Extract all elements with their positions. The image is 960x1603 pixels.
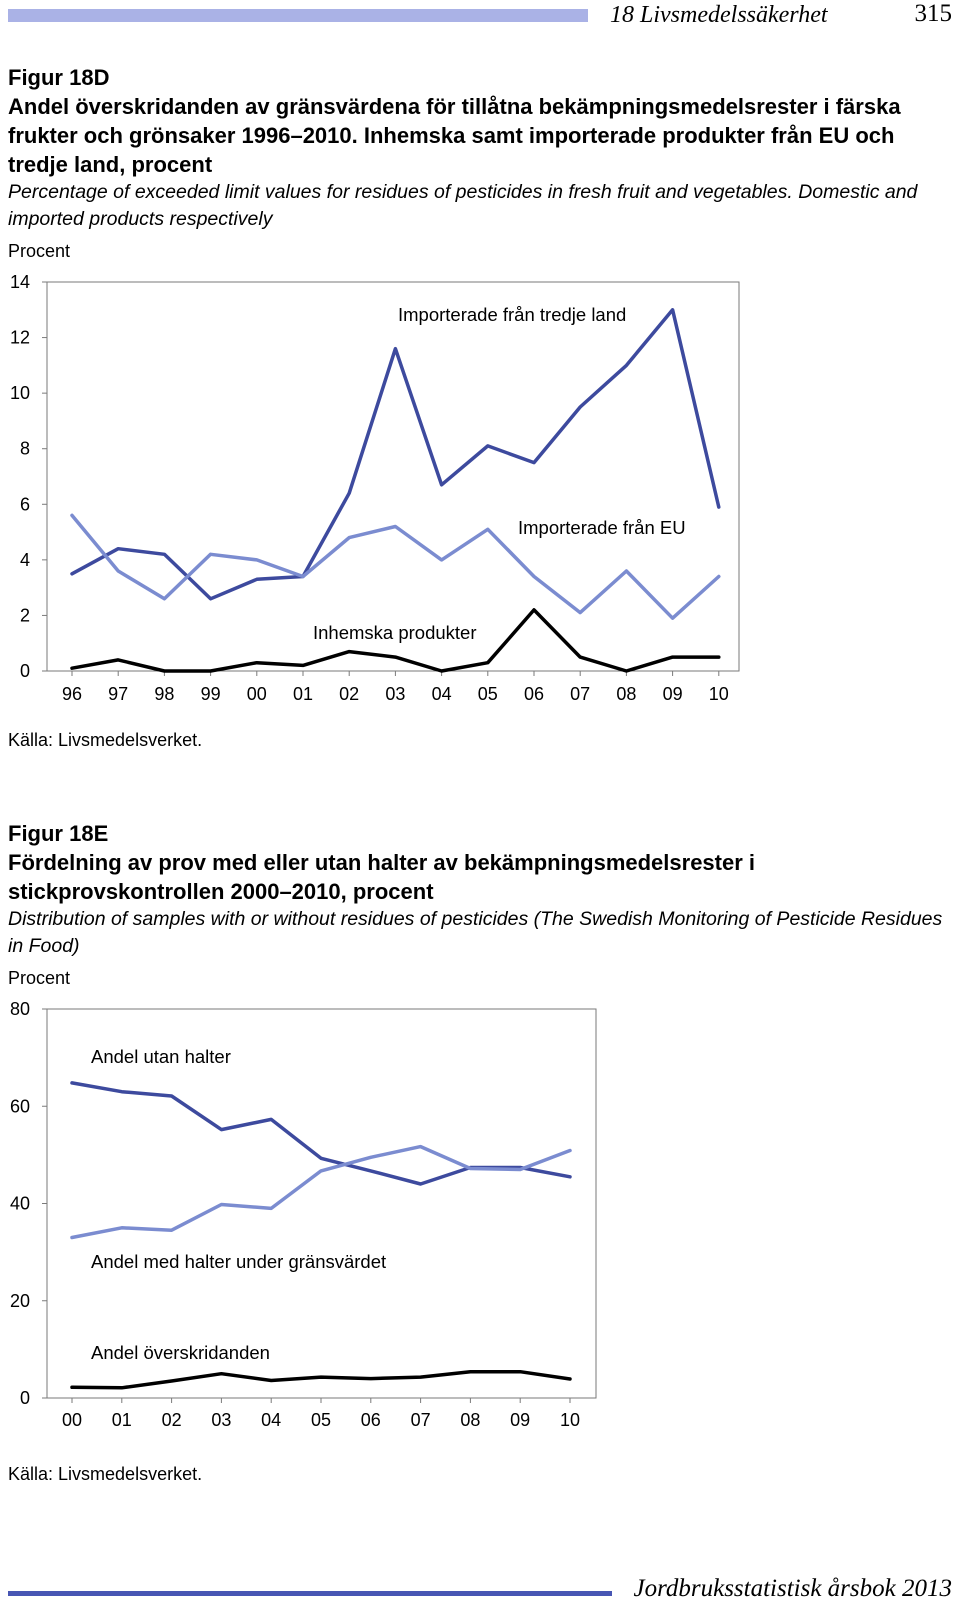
figure-18d-source: Källa: Livsmedelsverket. (8, 730, 202, 751)
chart-18e (0, 992, 960, 1447)
x-tick-label: 05 (478, 684, 498, 704)
x-tick-label: 02 (162, 1410, 182, 1430)
x-tick-label: 98 (154, 684, 174, 704)
series-label: Importerade från tredje land (398, 304, 626, 325)
x-tick-label: 05 (311, 1410, 331, 1430)
series-line-0 (72, 310, 719, 599)
figure-18e-unit: Procent (8, 968, 70, 989)
x-tick-label: 09 (510, 1410, 530, 1430)
y-tick-label: 6 (20, 494, 30, 514)
y-tick-label: 0 (20, 1388, 30, 1408)
y-tick-label: 12 (10, 328, 30, 348)
x-tick-label: 07 (570, 684, 590, 704)
y-tick-label: 40 (10, 1194, 30, 1214)
x-tick-label: 07 (411, 1410, 431, 1430)
footer-bar (8, 1591, 612, 1596)
x-tick-label: 96 (62, 684, 82, 704)
x-tick-label: 06 (361, 1410, 381, 1430)
x-tick-label: 01 (112, 1410, 132, 1430)
x-tick-label: 08 (616, 684, 636, 704)
figure-18d-unit: Procent (8, 241, 70, 262)
x-tick-label: 04 (432, 684, 452, 704)
series-label: Importerade från EU (518, 517, 686, 538)
figure-18d-label: Figur 18D (8, 63, 953, 92)
series-label: Andel utan halter (91, 1046, 231, 1067)
y-tick-label: 2 (20, 605, 30, 625)
x-tick-label: 97 (108, 684, 128, 704)
y-tick-label: 60 (10, 1096, 30, 1116)
y-tick-label: 20 (10, 1291, 30, 1311)
x-tick-label: 03 (385, 684, 405, 704)
series-label: Andel med halter under gränsvärdet (91, 1251, 386, 1272)
x-tick-label: 02 (339, 684, 359, 704)
figure-18e-source: Källa: Livsmedelsverket. (8, 1464, 202, 1485)
chart-18d (0, 265, 960, 715)
y-tick-label: 8 (20, 439, 30, 459)
figure-18d-heading (8, 63, 953, 233)
plot-frame (47, 282, 739, 671)
y-tick-label: 10 (10, 383, 30, 403)
x-tick-label: 08 (460, 1410, 480, 1430)
y-tick-label: 4 (20, 550, 30, 570)
x-tick-label: 03 (211, 1410, 231, 1430)
figure-18e-label: Figur 18E (8, 819, 953, 848)
x-tick-label: 00 (62, 1410, 82, 1430)
x-tick-label: 99 (201, 684, 221, 704)
figure-18d-subtitle: Percentage of exceeded limit values for residues of pesticides in fresh fruit and vegetables. Domestic and imported products respectively (8, 179, 953, 233)
figure-18d-title: Andel överskridanden av gränsvärdena för tillåtna bekämpningsmedelsrester i färska frukter och grönsaker 1996–2010. Inhemska samt importerade produkter från EU och tredje land, procent (8, 92, 953, 179)
x-tick-label: 09 (663, 684, 683, 704)
header-bar (8, 9, 588, 22)
series-line-1 (72, 1147, 570, 1238)
y-tick-label: 80 (10, 999, 30, 1019)
x-tick-label: 01 (293, 684, 313, 704)
figure-18e-title: Fördelning av prov med eller utan halter av bekämpningsmedelsrester i stickprovskontrollen 2000–2010, procent (8, 848, 953, 906)
x-tick-label: 06 (524, 684, 544, 704)
x-tick-label: 10 (709, 684, 729, 704)
figure-18e-heading (8, 819, 953, 960)
plot-frame (47, 1009, 596, 1398)
y-tick-label: 0 (20, 661, 30, 681)
x-tick-label: 04 (261, 1410, 281, 1430)
chapter-title: 18 Livsmedelssäkerhet (610, 2, 828, 29)
figure-18e-subtitle: Distribution of samples with or without residues of pesticides (The Swedish Monitoring of Pesticide Residues in Food) (8, 906, 953, 960)
y-tick-label: 14 (10, 272, 30, 292)
x-tick-label: 10 (560, 1410, 580, 1430)
series-label: Inhemska produkter (313, 622, 477, 643)
page-number: 315 (915, 0, 953, 28)
series-label: Andel överskridanden (91, 1342, 270, 1363)
x-tick-label: 00 (247, 684, 267, 704)
publication-footer: Jordbruksstatistisk årsbok 2013 (633, 1575, 952, 1603)
series-line-2 (72, 1372, 570, 1388)
